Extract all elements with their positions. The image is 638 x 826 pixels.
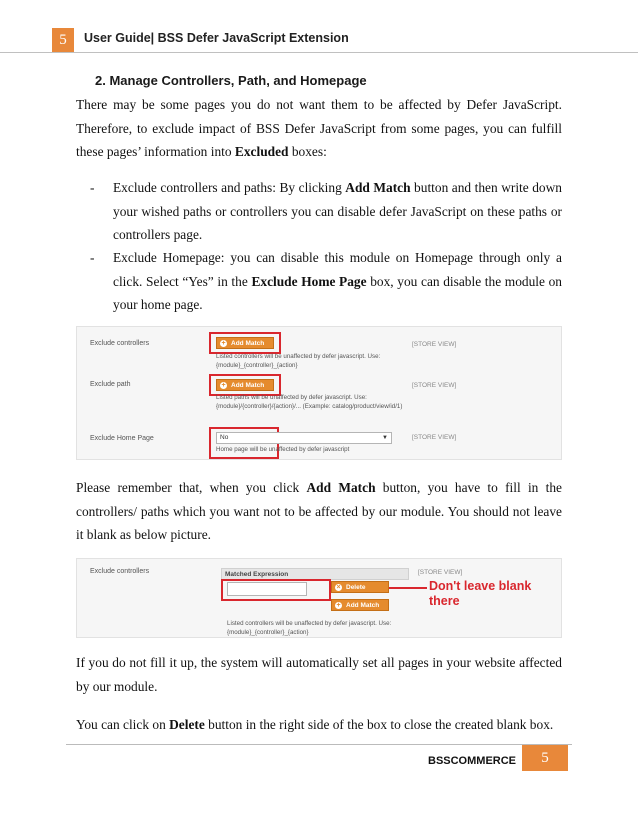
add-match-button[interactable]: + Add Match <box>216 337 274 349</box>
exclude-home-page-label: Exclude Home Page <box>90 435 154 442</box>
remember-paragraph: Please remember that, when you click Add Match button, you have to fill in the controllers/ paths which you want not to be affected by our module. You should not leave it blank as below picture. <box>76 480 562 542</box>
footer-page-number: 5 <box>522 745 568 771</box>
footer-brand: BSSCOMMERCE <box>428 755 517 767</box>
section-title: 2. Manage Controllers, Path, and Homepage <box>95 73 367 88</box>
controllers-note: Listed controllers will be unaffected by defer javascript. Use: {module}_{controller}_{action} <box>216 353 381 369</box>
exclude-home-page-select[interactable]: No ▼ <box>216 432 392 444</box>
exclude-controllers-label: Exclude controllers <box>90 568 150 575</box>
header-page-number: 5 <box>52 28 74 52</box>
add-match-button[interactable]: + Add Match <box>216 379 274 391</box>
store-view-scope: [STORE VIEW] <box>418 569 463 576</box>
store-view-scope: [STORE VIEW] <box>412 434 457 441</box>
matched-expression-input[interactable] <box>227 582 307 596</box>
home-page-note: Home page will be unaffected by defer javascript <box>216 446 350 453</box>
screenshot-blank-match <box>76 558 562 638</box>
delete-icon: × <box>336 584 341 591</box>
footer-divider <box>66 744 572 745</box>
delete-button[interactable]: × Delete <box>331 581 389 593</box>
add-match-button[interactable]: + Add Match <box>331 599 389 611</box>
callout-arrow <box>389 587 427 589</box>
header-divider <box>0 52 638 53</box>
store-view-scope: [STORE VIEW] <box>412 382 457 389</box>
chevron-down-icon: ▼ <box>382 435 388 441</box>
bullet-exclude-homepage: - Exclude Homepage: you can disable this module on Homepage through only a click. Select “Yes” in the Exclude Home Page box, you can disable the module on your home page. <box>90 250 562 312</box>
controllers-note: Listed controllers will be unaffected by defer javascript. Use: {module}_{controller}_{action} <box>227 620 392 636</box>
fill-paragraph: If you do not fill it up, the system will automatically set all pages in your website affected by our module. <box>76 655 562 694</box>
exclude-path-label: Exclude path <box>90 381 131 388</box>
header-title: User Guide| BSS Defer JavaScript Extension <box>84 31 349 45</box>
plus-icon: + <box>336 602 341 609</box>
exclude-controllers-label: Exclude controllers <box>90 340 150 347</box>
bullet-exclude-controllers: - Exclude controllers and paths: By clicking Add Match button and then write down your wished paths or controllers you can disable defer JavaScript on these paths or controllers page. <box>90 180 562 242</box>
store-view-scope: [STORE VIEW] <box>412 341 457 348</box>
path-note: Listed paths will be unaffected by defer javascript. Use: {module}/{controller}/{action}/... (Example: catalog/product/view/id/1) <box>216 394 403 410</box>
dont-leave-blank-callout: Don't leave blank there <box>429 579 532 608</box>
delete-paragraph: You can click on Delete button in the right side of the box to close the created blank box. <box>76 717 554 732</box>
plus-icon: + <box>221 340 226 347</box>
screenshot-exclude-settings <box>76 326 562 460</box>
plus-icon: + <box>221 382 226 389</box>
intro-paragraph: There may be some pages you do not want them to be affected by Defer JavaScript. Therefore, to exclude impact of BSS Defer JavaScript from some pages, you can fulfill these pages’ information into Excluded boxes: <box>76 97 562 159</box>
matched-expression-header: Matched Expression <box>221 568 409 580</box>
